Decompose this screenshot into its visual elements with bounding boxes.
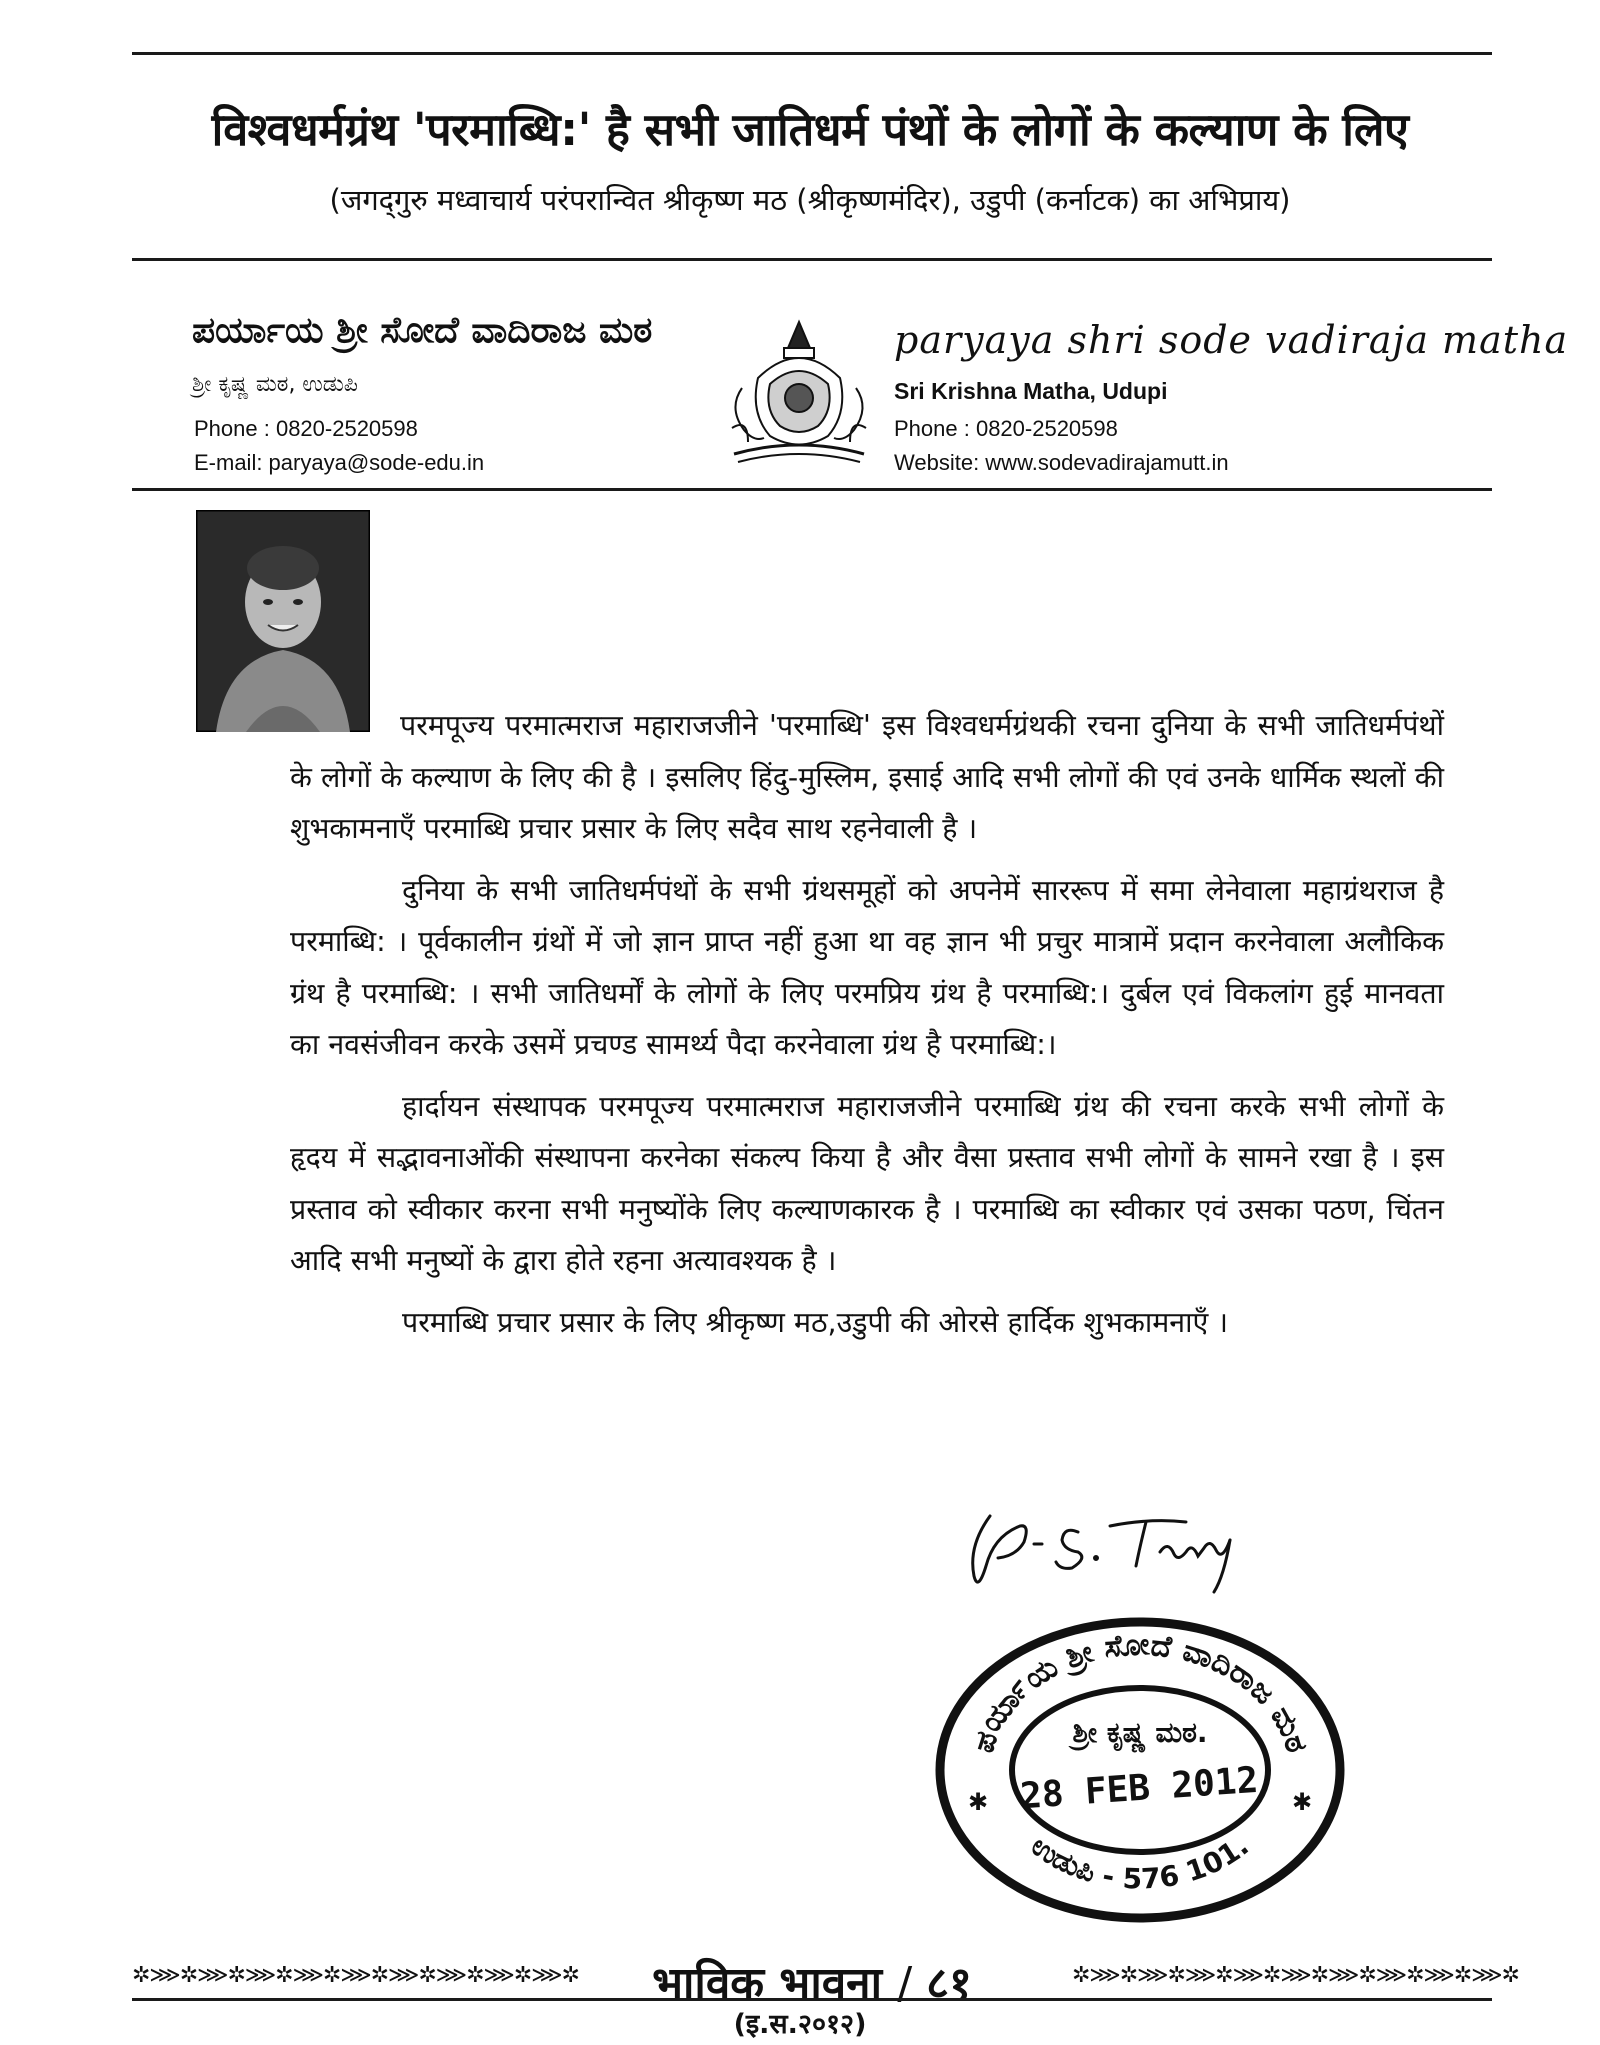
letterhead-email: E-mail: paryaya@sode-edu.in [194, 450, 485, 475]
footer-title-text: भाविक भावना [652, 1958, 882, 2009]
body-paragraph: परमपूज्य परमात्मराज महाराजजीने 'परमाब्धि' इस विश्वधर्मग्रंथकी रचना दुनिया के सभी जातिधर्मपंथों के लोगों के कल्याण के लिए की है । इसलिए हिंदु-मुस्लिम, इसाई आदि सभी लोगों की एवं उनके धार्मिक स्थलों की शुभकामनाएँ परमाब्धि प्रचार प्रसार के लिए सदैव साथ रहनेवाली है । [290, 709, 1444, 845]
letterhead-right-phone: Phone : 0820-2520598 [894, 416, 1118, 441]
header-rule [132, 258, 1492, 261]
letterhead-kannada-name: ಪರ್ಯಾಯ ಶ್ರೀ ಸೋದೆ ವಾದಿರಾಜ ಮಠ [192, 310, 653, 351]
top-rule [132, 52, 1492, 55]
official-stamp [920, 1600, 1360, 1930]
footer [132, 1953, 1519, 2009]
body-paragraph: दुनिया के सभी जातिधर्मपंथों के सभी ग्रंथसमूहों को अपनेमें साररूप में समा लेनेवाला महाग्रंथराज है परमाब्धि: । पूर्वकालीन ग्रंथों में जो ज्ञान प्राप्त नहीं हुआ था वह ज्ञान भी प्रचुर मात्रामें प्रदान करनेवाला अलौकिक ग्रंथ है परमाब्धि: । सभी जातिधर्मों के लोगों के लिए परमप्रिय ग्रंथ है परमाब्धि:। दुर्बल एवं विकलांग हुई मानवता का नवसंजीवन करके उसमें प्रचण्ड सामर्थ्य पैदा करनेवाला ग्रंथ है परमाब्धि:। [290, 873, 1444, 1061]
page-subtitle: (जगद्‌गुरु मध्वाचार्य परंपरान्वित श्रीकृष्ण मठ (श्रीकृष्णमंदिर), उडुपी (कर्नाटक) का अभिप्राय) [329, 183, 1291, 217]
footer-year: (इ.स.२०१२) [733, 2009, 867, 2040]
footer-decoration-left: ✲⋙✲⋙✲⋙✲⋙✲⋙✲⋙✲⋙✲⋙✲⋙✲ [132, 1963, 579, 1988]
svg-text:ಉಡುಪಿ - 576 101. [1025, 1829, 1255, 1896]
stamp-middle-text: ಶ್ರೀ ಕೃಷ್ಣ ಮಠ. [1072, 1716, 1208, 1749]
signature [960, 1496, 1280, 1606]
letterhead-website: Website: www.sodevadirajamutt.in [894, 450, 1229, 475]
letterhead-kannada-sub: ಶ್ರೀ ಕೃಷ್ಣ ಮಠ, ಉಡುಪಿ [192, 372, 358, 397]
letterhead-left-phone: Phone : 0820-2520598 [194, 416, 418, 441]
letterhead-english-sub: Sri Krishna Matha, Udupi [894, 378, 1168, 404]
body-paragraph: परमाब्धि प्रचार प्रसार के लिए श्रीकृष्ण मठ,उडुपी की ओरसे हार्दिक शुभकामनाएँ । [402, 1305, 1229, 1339]
body-paragraph: हार्दायन संस्थापक परमपूज्य परमात्मराज महाराजजीने परमाब्धि ग्रंथ की रचना करके सभी लोगों के हृदय में सद्भावनाओंकी संस्थापना करनेका संकल्प किया है और वैसा प्रस्ताव सभी लोगों के सामने रखा है । इस प्रस्ताव को स्वीकार करना सभी मनुष्योंके लिए कल्याणकारक है । परमाब्धि का स्वीकार एवं उसका पठण, चिंतन आदि सभी मनुष्यों के द्वारा होते रहना अत्यावश्यक है । [290, 1089, 1444, 1277]
footer-rule [132, 1998, 1492, 2001]
footer-slash: / [897, 1958, 927, 2009]
matha-emblem-icon [718, 318, 880, 470]
letterhead-english-name: paryaya shri sode vadiraja matha [894, 318, 1569, 362]
stamp-star-icon: ✱ [1292, 1788, 1313, 1816]
letterhead-rule [132, 488, 1492, 491]
letter-body [290, 700, 1444, 1358]
footer-page-number: ८१ [926, 1958, 972, 2009]
stamp-top-text: ಪರ್ಯಾಯ ಶ್ರೀ ಸೋದೆ ವಾದಿರಾಜ ಮಠ [966, 1626, 1314, 1757]
footer-decoration-right: ✲⋙✲⋙✲⋙✲⋙✲⋙✲⋙✲⋙✲⋙✲⋙✲ [1072, 1963, 1519, 1988]
swamiji-photo [196, 510, 370, 732]
stamp-date: 28 FEB 2012 [1018, 1759, 1260, 1818]
page-title: विश्वधर्मग्रंथ 'परमाब्धि:' है सभी जातिधर्म पंथों के लोगों के कल्याण के लिए [211, 103, 1409, 156]
stamp-bottom-text: ಉಡುಪಿ - 576 101. [1025, 1828, 1255, 1896]
stamp-star-icon: ✱ [968, 1788, 989, 1816]
